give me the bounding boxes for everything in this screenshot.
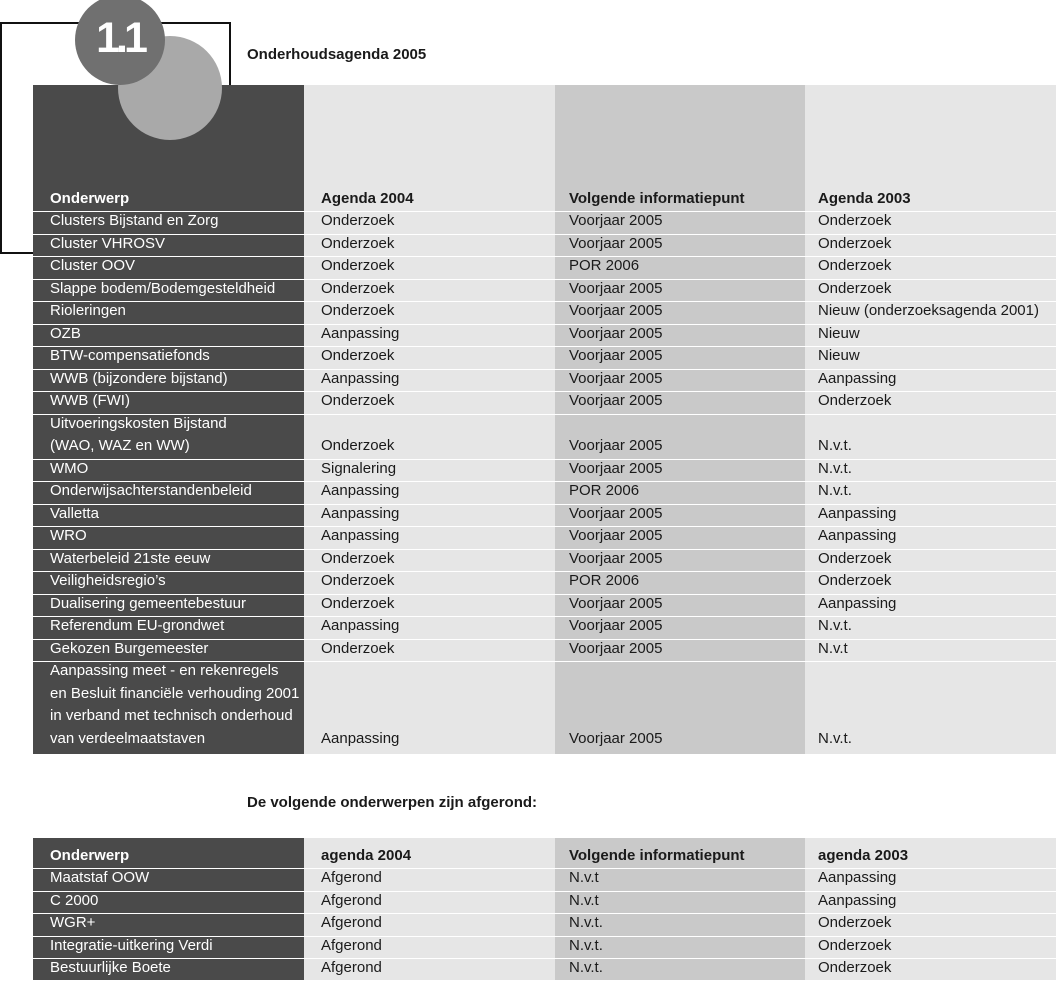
column-header: agenda 2004	[321, 846, 412, 864]
subject-cell	[33, 912, 304, 936]
agenda-2004-cell: Afgerond	[321, 891, 382, 909]
subject-line: WMO	[50, 459, 89, 477]
table-row	[33, 234, 1056, 257]
next-info-cell: Voorjaar 2005	[569, 392, 663, 409]
table-row	[33, 414, 1056, 459]
next-info-cell: Voorjaar 2005	[569, 639, 663, 657]
subject-cell	[33, 548, 304, 572]
next-info-cell: Voorjaar 2005	[569, 437, 663, 454]
subject-cell	[33, 210, 304, 234]
agenda-2003-cell: Onderzoek	[818, 914, 892, 931]
subject-line: (WAO, WAZ en WW)	[50, 437, 190, 454]
agenda-2003-cell: Onderzoek	[818, 936, 892, 954]
agenda-2004-cell: Afgerond	[321, 959, 382, 976]
subject-cell	[33, 390, 304, 414]
subject-cell	[33, 368, 304, 392]
subject-cell	[33, 503, 304, 527]
agenda-2003-cell: N.v.t	[818, 639, 848, 657]
agenda-2003-cell: Onderzoek	[818, 212, 892, 229]
next-info-cell: N.v.t.	[569, 959, 603, 976]
agenda-2003-cell: N.v.t.	[818, 482, 852, 499]
subject-cell	[33, 300, 304, 324]
subject-cell	[33, 255, 304, 279]
column-header: agenda 2003	[818, 846, 909, 864]
subject-line: WGR+	[50, 914, 96, 931]
table-row	[33, 913, 1056, 936]
subject-line: Dualisering gemeentebestuur	[50, 594, 246, 612]
agenda-2003-cell: N.v.t.	[818, 459, 852, 477]
agenda-2004-cell: Signalering	[321, 459, 397, 477]
table-row	[33, 256, 1056, 279]
subject-cell	[33, 615, 304, 639]
subject-line: Integratie-uitkering Verdi	[50, 936, 213, 954]
subject-cell	[33, 345, 304, 369]
agenda-2004-cell: Onderzoek	[321, 302, 395, 319]
agenda-2004-cell: Aanpassing	[321, 527, 400, 544]
agenda-2003-cell: Onderzoek	[818, 279, 892, 297]
subject-line: Bestuurlijke Boete	[50, 959, 171, 976]
subject-line: Referendum EU-grondwet	[50, 617, 225, 634]
subject-line: Aanpassing meet - en rekenregels	[50, 662, 279, 679]
agenda-2004-cell: Onderzoek	[321, 234, 395, 252]
subject-cell	[33, 935, 304, 959]
agenda-2003-cell: Onderzoek	[818, 392, 892, 409]
agenda-2004-cell: Onderzoek	[321, 347, 395, 364]
table-row	[33, 369, 1056, 392]
subject-line: Rioleringen	[50, 302, 126, 319]
subject-line: OZB	[50, 324, 81, 342]
agenda-2004-cell: Aanpassing	[321, 729, 400, 747]
table-row	[33, 459, 1056, 482]
next-info-cell: Voorjaar 2005	[569, 459, 663, 477]
subject-cell	[33, 278, 304, 302]
completed-table-rows	[33, 838, 1056, 981]
subject-line: WWB (bijzondere bijstand)	[50, 369, 228, 387]
agenda-2003-cell: Onderzoek	[818, 234, 892, 252]
agenda-2004-cell: Onderzoek	[321, 392, 395, 409]
next-info-cell: Voorjaar 2005	[569, 617, 663, 634]
completed-subheading: De volgende onderwerpen zijn afgerond:	[247, 794, 538, 811]
next-info-cell: Voorjaar 2005	[569, 369, 663, 387]
table-row	[33, 504, 1056, 527]
table-row	[33, 891, 1056, 914]
table-row	[33, 346, 1056, 369]
next-info-cell: POR 2006	[569, 482, 640, 499]
subject-line: en Besluit financiële verhouding 2001	[50, 684, 300, 702]
table-row	[33, 211, 1056, 234]
subject-cell	[33, 480, 304, 504]
subject-line: Cluster OOV	[50, 257, 136, 274]
agenda-2003-cell: Onderzoek	[818, 959, 892, 976]
subject-line: Veiligheidsregio’s	[50, 572, 166, 589]
agenda-2003-cell: Aanpassing	[818, 504, 897, 522]
subject-line: Onderwijsachterstandenbeleid	[50, 482, 252, 499]
agenda-2003-cell: N.v.t.	[818, 617, 852, 634]
next-info-cell: Voorjaar 2005	[569, 504, 663, 522]
agenda-2004-cell: Aanpassing	[321, 482, 400, 499]
agenda-2004-cell: Aanpassing	[321, 504, 400, 522]
table-row	[33, 594, 1056, 617]
next-info-cell: Voorjaar 2005	[569, 279, 663, 297]
subject-cell	[33, 323, 304, 347]
agenda-2004-cell: Afgerond	[321, 936, 382, 954]
agenda-2003-cell: Aanpassing	[818, 527, 897, 544]
subject-cell	[33, 458, 304, 482]
table-row	[33, 526, 1056, 549]
agenda-2003-cell: Onderzoek	[818, 549, 892, 567]
agenda-2004-cell: Aanpassing	[321, 369, 400, 387]
subject-line: Gekozen Burgemeester	[50, 639, 209, 657]
column-header: Agenda 2003	[818, 189, 911, 207]
main-agenda-table	[33, 85, 1056, 754]
subject-cell	[33, 957, 304, 981]
next-info-cell: Voorjaar 2005	[569, 212, 663, 229]
completed-table	[33, 838, 1056, 980]
page-title: Onderhoudsagenda 2005	[247, 46, 427, 63]
column-header: Onderwerp	[50, 189, 130, 207]
agenda-2004-cell: Onderzoek	[321, 572, 395, 589]
agenda-2004-cell: Onderzoek	[321, 279, 395, 297]
agenda-2003-cell: Aanpassing	[818, 891, 897, 909]
table-row	[33, 549, 1056, 572]
subject-line: Uitvoeringskosten Bijstand	[50, 414, 227, 432]
agenda-2003-cell: Nieuw	[818, 324, 860, 342]
next-info-cell: N.v.t	[569, 891, 599, 909]
subject-cell	[33, 638, 304, 662]
table-row	[33, 936, 1056, 959]
table-row	[33, 639, 1056, 662]
subject-cell	[33, 660, 304, 751]
column-header: Volgende informatiepunt	[569, 189, 745, 207]
table-row	[33, 571, 1056, 594]
subject-line: in verband met technisch onderhoud	[50, 707, 293, 724]
next-info-cell: POR 2006	[569, 257, 640, 274]
next-info-cell: N.v.t.	[569, 936, 603, 954]
section-number-badge: 1.1	[96, 14, 144, 62]
table-row	[33, 301, 1056, 324]
column-header: Onderwerp	[50, 846, 130, 864]
agenda-2004-cell: Onderzoek	[321, 549, 395, 567]
subject-line: C 2000	[50, 891, 99, 909]
next-info-cell: N.v.t.	[569, 914, 603, 931]
next-info-cell: Voorjaar 2005	[569, 549, 663, 567]
agenda-2004-cell: Aanpassing	[321, 617, 400, 634]
next-info-cell: Voorjaar 2005	[569, 594, 663, 612]
agenda-2003-cell: Aanpassing	[818, 369, 897, 387]
main-table-rows	[33, 85, 1056, 751]
subject-cell	[33, 233, 304, 257]
table-row	[33, 481, 1056, 504]
subject-line: WWB (FWI)	[50, 392, 130, 409]
table-row	[33, 279, 1056, 302]
agenda-2003-cell: Onderzoek	[818, 572, 892, 589]
subject-cell	[33, 413, 304, 459]
agenda-2004-cell: Onderzoek	[321, 437, 395, 454]
agenda-2003-cell: Onderzoek	[818, 257, 892, 274]
subject-line: van verdeelmaatstaven	[50, 729, 206, 747]
table-row	[33, 868, 1056, 891]
column-header: Agenda 2004	[321, 189, 414, 207]
next-info-cell: Voorjaar 2005	[569, 347, 663, 364]
agenda-2003-cell: Aanpassing	[818, 869, 897, 886]
next-info-cell: Voorjaar 2005	[569, 302, 663, 319]
agenda-2003-cell: Aanpassing	[818, 594, 897, 612]
agenda-2004-cell: Afgerond	[321, 869, 382, 886]
table-row	[33, 958, 1056, 981]
subject-line: WRO	[50, 527, 87, 544]
subject-line: BTW-compensatiefonds	[50, 347, 210, 364]
subject-line: Maatstaf OOW	[50, 869, 150, 886]
subject-cell	[33, 525, 304, 549]
subject-cell	[33, 593, 304, 617]
agenda-2004-cell: Onderzoek	[321, 212, 395, 229]
table-row	[33, 324, 1056, 347]
subject-cell	[33, 867, 304, 891]
table-row	[33, 661, 1056, 751]
subject-line: Cluster VHROSV	[50, 234, 166, 252]
agenda-2004-cell: Aanpassing	[321, 324, 400, 342]
agenda-2003-cell: Nieuw (onderzoeksagenda 2001)	[818, 302, 1039, 319]
agenda-2003-cell: N.v.t.	[818, 729, 852, 747]
agenda-2003-cell: Nieuw	[818, 347, 860, 364]
next-info-cell: Voorjaar 2005	[569, 729, 663, 747]
next-info-cell: N.v.t	[569, 869, 599, 886]
next-info-cell: Voorjaar 2005	[569, 324, 663, 342]
column-header: Volgende informatiepunt	[569, 846, 745, 864]
agenda-2004-cell: Onderzoek	[321, 639, 395, 657]
subject-line: Waterbeleid 21ste eeuw	[50, 549, 211, 567]
next-info-cell: POR 2006	[569, 572, 640, 589]
table-row	[33, 616, 1056, 639]
subject-cell	[33, 570, 304, 594]
table-header-row	[33, 838, 1056, 868]
subject-line: Slappe bodem/Bodemgesteldheid	[50, 279, 276, 297]
next-info-cell: Voorjaar 2005	[569, 234, 663, 252]
subject-line: Valletta	[50, 504, 99, 522]
subject-cell	[33, 890, 304, 914]
agenda-2003-cell: N.v.t.	[818, 437, 852, 454]
table-row	[33, 391, 1056, 414]
agenda-2004-cell: Onderzoek	[321, 257, 395, 274]
next-info-cell: Voorjaar 2005	[569, 527, 663, 544]
agenda-2004-cell: Afgerond	[321, 914, 382, 931]
subject-line: Clusters Bijstand en Zorg	[50, 212, 219, 229]
agenda-2004-cell: Onderzoek	[321, 594, 395, 612]
